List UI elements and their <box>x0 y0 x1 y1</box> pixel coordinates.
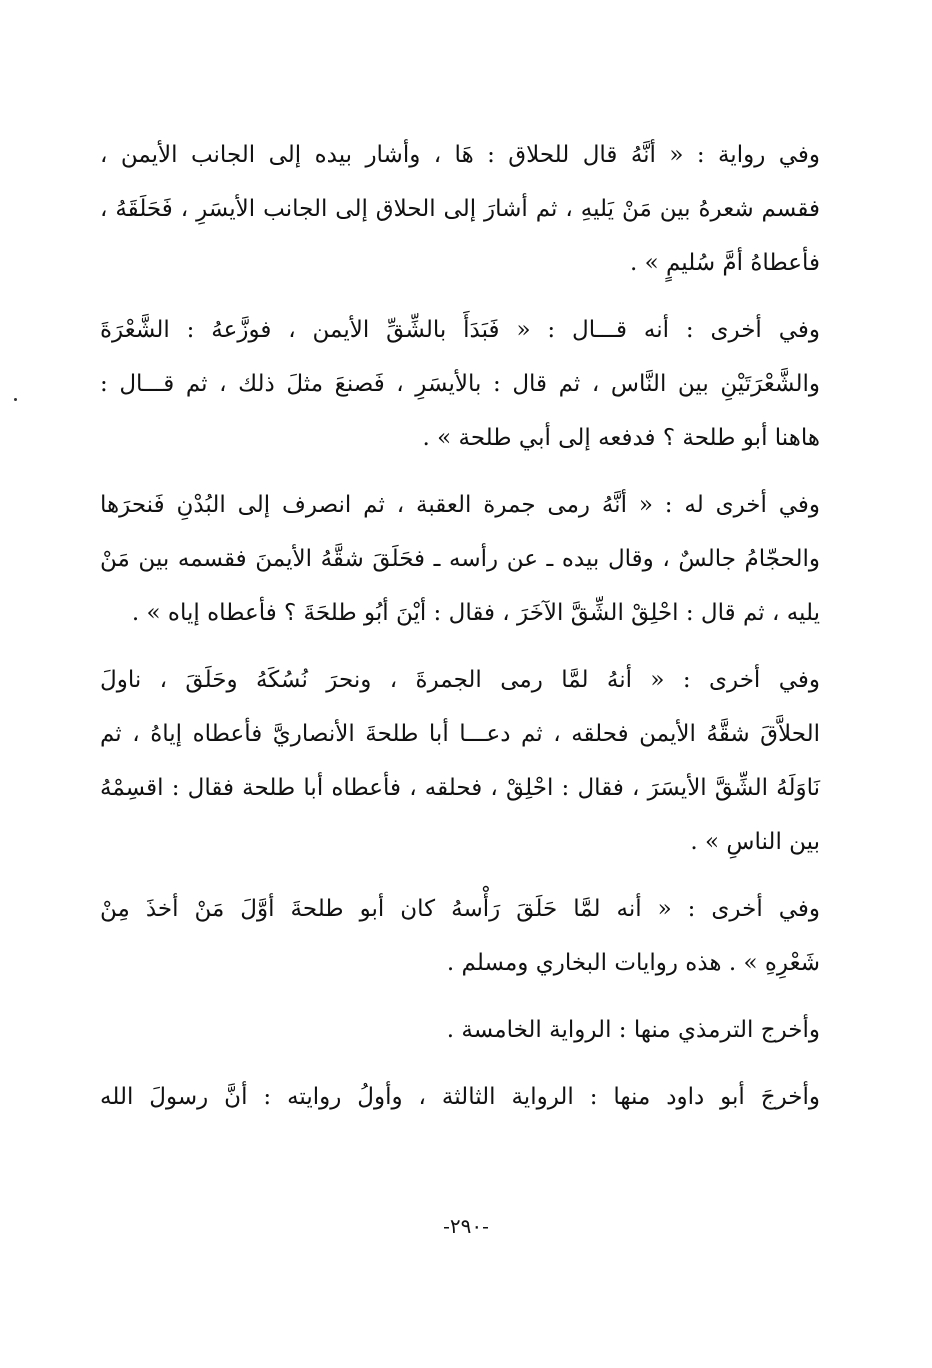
page-number: -٢٩٠- <box>443 1214 489 1238</box>
text-line: شَعْرِهِ » . هذه روايات البخاري ومسلم . <box>446 950 820 976</box>
body-text <box>100 128 820 1137</box>
text-line: والحجّامُ جالسٌ ، وقال بيده ـ عن رأسه ـ فحَلَقَ شقَّهُ الأيمنَ فقسمه بين مَنْ <box>100 546 820 572</box>
paragraph <box>100 478 820 640</box>
text-line: وفي رواية : « أنَّهُ قال للحلاق : هَا ، وأشار بيده إلى الجانب الأيمن ، <box>100 142 820 168</box>
text-line: وفي أخرى : « أنه لمَّا حَلَقَ رَأْسهُ كان أبو طلحةَ أوَّلَ مَنْ أخذَ مِنْ <box>100 896 820 922</box>
text-line: والشَّعْرَتَيْنِ بين النَّاس ، ثم قال : بالأيسَرِ ، فَصنعَ مثلَ ذلك ، ثم قـــال : <box>100 371 820 397</box>
paragraph <box>100 1070 820 1124</box>
text-line: الحلاَّقَ شقَّهُ الأيمن فحلقه ، ثم دعـــا أبا طلحةَ الأنصاريَّ فأعطاه إياهُ ، ثم <box>100 721 820 747</box>
paragraph <box>100 653 820 869</box>
text-line: هاهنا أبو طلحة ؟ فدفعه إلى أبي طلحة » . <box>422 425 820 451</box>
text-line: وفي أخرى له : « أنَّهُ رمى جمرة العقبة ، ثم انصرف إلى البُدْنِ فَنحرَها <box>100 492 820 518</box>
text-line: وأخرجَ أبو داود منها : الرواية الثالثة ، وأولُ روايته : أنَّ رسولَ الله <box>100 1084 820 1110</box>
text-line: نَاوَلَهُ الشِّقَّ الأيسَرَ ، فقال : احْلِقْ ، فحلقه ، فأعطاه أبا طلحة فقال : اقسِمْهُ <box>100 775 820 801</box>
paragraph <box>100 1003 820 1057</box>
paragraph <box>100 882 820 990</box>
text-line: يليه ، ثم قال : احْلِقْ الشِّقَّ الآخَرَ ، فقال : أيْنَ أبُو طلحَةَ ؟ فأعطاه إياه » . <box>131 600 820 626</box>
stray-mark <box>14 398 17 401</box>
text-line: فأعطاهُ أمَّ سُليمٍ » . <box>629 250 820 276</box>
text-line: فقسم شعرهُ بين مَنْ يَليهِ ، ثم أشارَ إلى الحلاق إلى الجانب الأيسَرِ ، فَحَلَقَهُ ، <box>100 196 820 222</box>
text-line: وفي أخرى : « أنهُ لمَّا رمى الجمرةَ ، ونحرَ نُسُكَهُ وحَلَقَ ، ناولَ <box>100 667 820 693</box>
paragraph <box>100 303 820 465</box>
text-line: وأخرج الترمذي منها : الرواية الخامسة . <box>446 1017 820 1043</box>
paragraph <box>100 128 820 290</box>
text-line: بين الناسِ » . <box>690 829 820 855</box>
text-line: وفي أخرى : أنه قـــال : « فَبَدَأَ بالشِّقِّ الأيمن ، فوزَّعهُ : الشَّعْرَةَ <box>100 317 820 343</box>
